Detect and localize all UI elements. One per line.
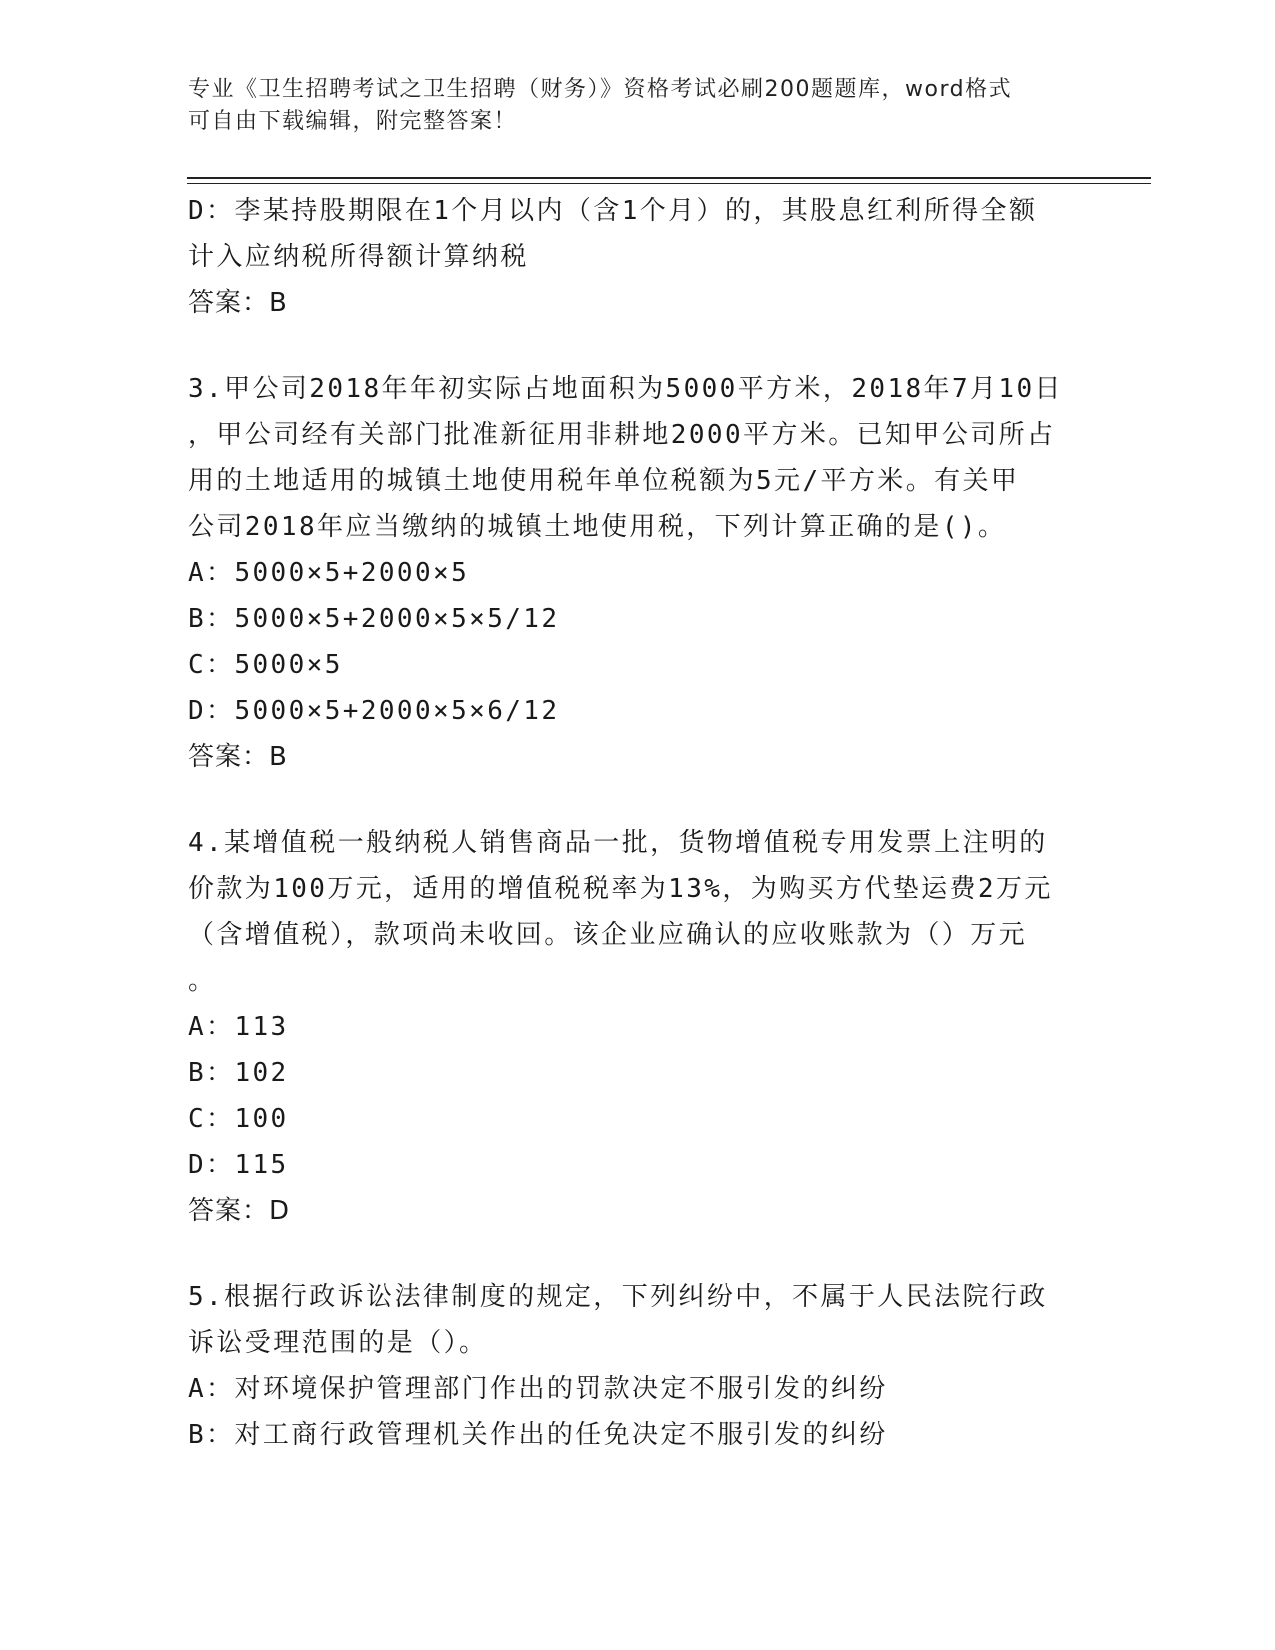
question-stem-line: 5.根据行政诉讼法律制度的规定，下列纠纷中，不属于人民法院行政 (188, 1282, 1048, 1312)
question-stem-line: 3.甲公司2018年年初实际占地面积为5000平方米，2018年7月10日 (188, 374, 1063, 404)
header-divider-thick (187, 177, 1151, 179)
option-d-line-1: D：李某持股期限在1个月以内（含1个月）的，其股息红利所得全额 (188, 196, 1038, 226)
spacer (188, 1234, 1088, 1274)
question-stem-line: 。 (188, 966, 217, 996)
question-stem-line: 4.某增值税一般纳税人销售商品一批，货物增值税专用发票上注明的 (188, 828, 1048, 858)
question-stem-line: 公司2018年应当缴纳的城镇土地使用税，下列计算正确的是()。 (188, 512, 1007, 542)
question-3 (188, 366, 1088, 780)
header-line-1: 专业《卫生招聘考试之卫生招聘（财务）》资格考试必刷200题题库，word格式 (188, 77, 1013, 102)
option-a: A：113 (188, 1012, 289, 1042)
question-stem-line: 价款为100万元，适用的增值税税率为13%，为购买方代垫运费2万元 (188, 874, 1053, 904)
option-a: A：5000×5+2000×5 (188, 558, 470, 588)
document-body (188, 188, 1088, 1458)
answer-text: 答案：D (188, 1196, 291, 1226)
spacer (188, 326, 1088, 366)
question-stem-line: ，甲公司经有关部门批准新征用非耕地2000平方米。已知甲公司所占 (188, 420, 1056, 450)
question-2-tail (188, 188, 1088, 326)
question-stem-line: 用的土地适用的城镇土地使用税年单位税额为5元/平方米。有关甲 (188, 466, 1020, 496)
question-stem-line: 诉讼受理范围的是（）。 (188, 1328, 488, 1358)
answer-text: 答案：B (188, 288, 288, 318)
option-b: B：对工商行政管理机关作出的任免决定不服引发的纠纷 (188, 1420, 888, 1450)
answer-text: 答案：B (188, 742, 288, 772)
question-stem-line: （含增值税），款项尚未收回。该企业应确认的应收账款为（）万元 (188, 920, 1028, 950)
document-header (188, 74, 1088, 138)
question-4 (188, 820, 1088, 1234)
option-a: A：对环境保护管理部门作出的罚款决定不服引发的纠纷 (188, 1374, 888, 1404)
option-b: B：5000×5+2000×5×5/12 (188, 604, 560, 634)
option-c: C：5000×5 (188, 650, 343, 680)
question-5 (188, 1274, 1088, 1458)
option-d: D：5000×5+2000×5×6/12 (188, 696, 560, 726)
spacer (188, 780, 1088, 820)
option-d-line-2: 计入应纳税所得额计算纳税 (188, 242, 529, 272)
option-d: D：115 (188, 1150, 289, 1180)
option-c: C：100 (188, 1104, 289, 1134)
header-divider-thin (187, 183, 1151, 184)
header-line-2: 可自由下载编辑，附完整答案！ (188, 109, 518, 134)
option-b: B：102 (188, 1058, 289, 1088)
